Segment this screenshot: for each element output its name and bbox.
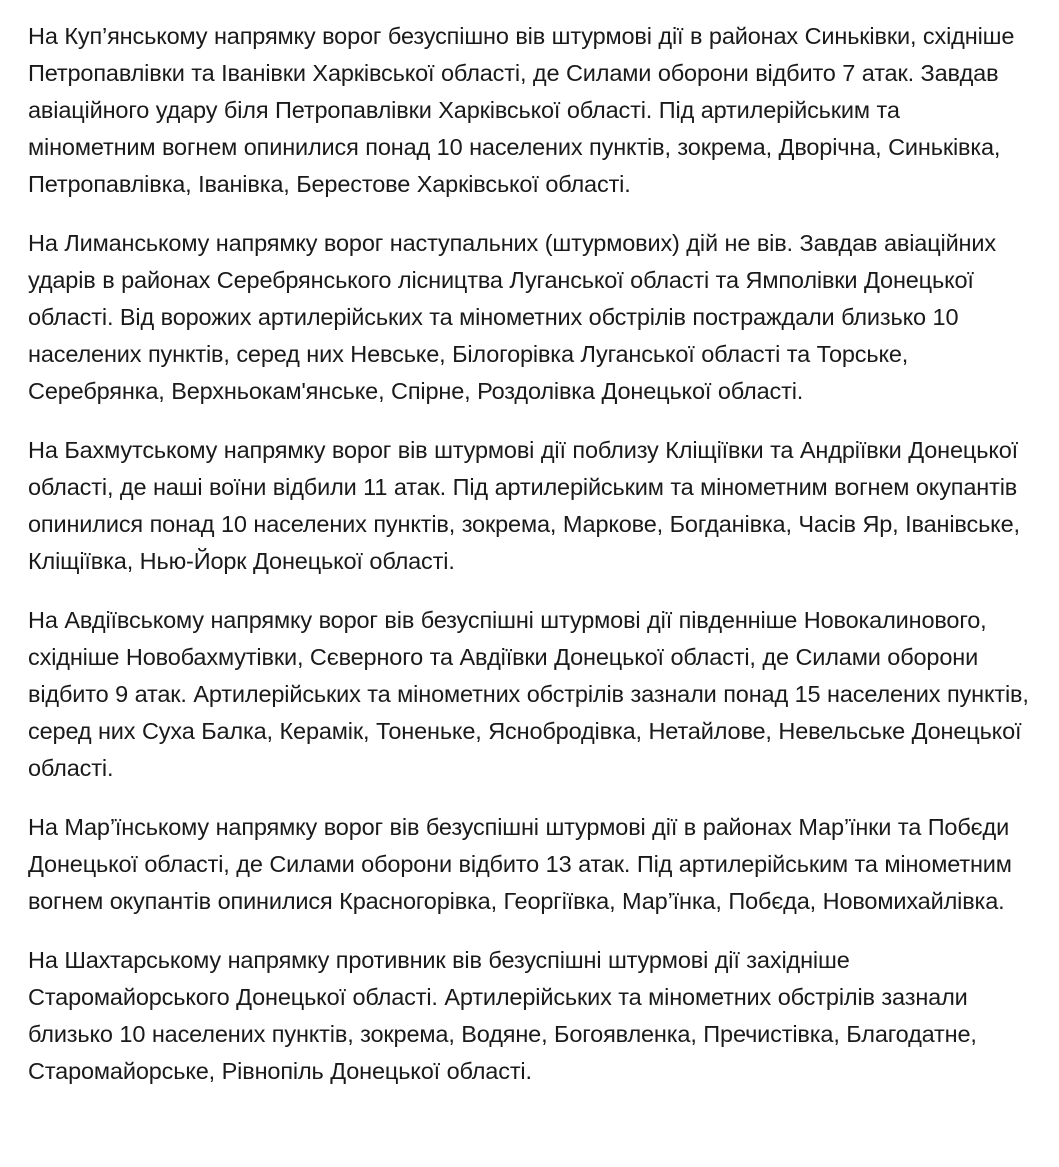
paragraph-maryinka-direction: На Мар’їнському напрямку ворог вів безуспішні штурмові дії в районах Мар’їнки та Побєди Донецької області, де Силами оборони відбито 13 атак. Під артилерійським та мінометним вогнем окупантів опинилися Красногорівка, Георгіївка, Мар’їнка, Побєда, Новомихайлівка. — [28, 814, 1012, 914]
paragraph-lyman-direction: На Лиманському напрямку ворог наступальних (штурмових) дій не вів. Завдав авіаційних ударів в районах Серебрянського лісництва Луганської області та Ямполівки Донецької області. Від ворожих артилерійських та мінометних обстрілів постраждали близько 10 населених пунктів, серед них Невське, Білогорівка Луганської області та Торське, Серебрянка, Верхньокам'янське, Спірне, Роздолівка Донецької області. — [28, 230, 996, 404]
paragraph-shakhtarsk-direction: На Шахтарському напрямку противник вів безуспішні штурмові дії західніше Старомайорського Донецької області. Артилерійських та мінометних обстрілів зазнали близько 10 населених пунктів, зокрема, Водяне, Богоявленка, Пречистівка, Благодатне, Старомайорське, Рівнопіль Донецької області. — [28, 947, 977, 1084]
paragraph-bakhmut-direction: На Бахмутському напрямку ворог вів штурмові дії поблизу Кліщіївки та Андріївки Донецької області, де наші воїни відбили 11 атак. Під артилерійським та мінометним вогнем окупантів опинилися понад 10 населених пунктів, зокрема, Маркове, Богданівка, Часів Яр, Іванівське, Кліщіївка, Нью-Йорк Донецької області. — [28, 437, 1020, 574]
paragraph-kupyansk-direction: На Куп’янському напрямку ворог безуспішно вів штурмові дії в районах Синьківки, східніше Петропавлівки та Іванівки Харківської області, де Силами оборони відбито 7 атак. Завдав авіаційного удару біля Петропавлівки Харківської області. Під артилерійським та мінометним вогнем опинилися понад 10 населених пунктів, зокрема, Дворічна, Синьківка, Петропавлівка, Іванівка, Берестове Харківської області. — [28, 23, 1015, 197]
paragraph-avdiivka-direction: На Авдіївському напрямку ворог вів безуспішні штурмові дії південніше Новокалинового, східніше Новобахмутівки, Сєверного та Авдіївки Донецької області, де Силами оборони відбито 9 атак. Артилерійських та мінометних обстрілів зазнали понад 15 населених пунктів, серед них Суха Балка, Керамік, Тоненьке, Яснобродівка, Нетайлове, Невельське Донецької області. — [28, 607, 1029, 781]
